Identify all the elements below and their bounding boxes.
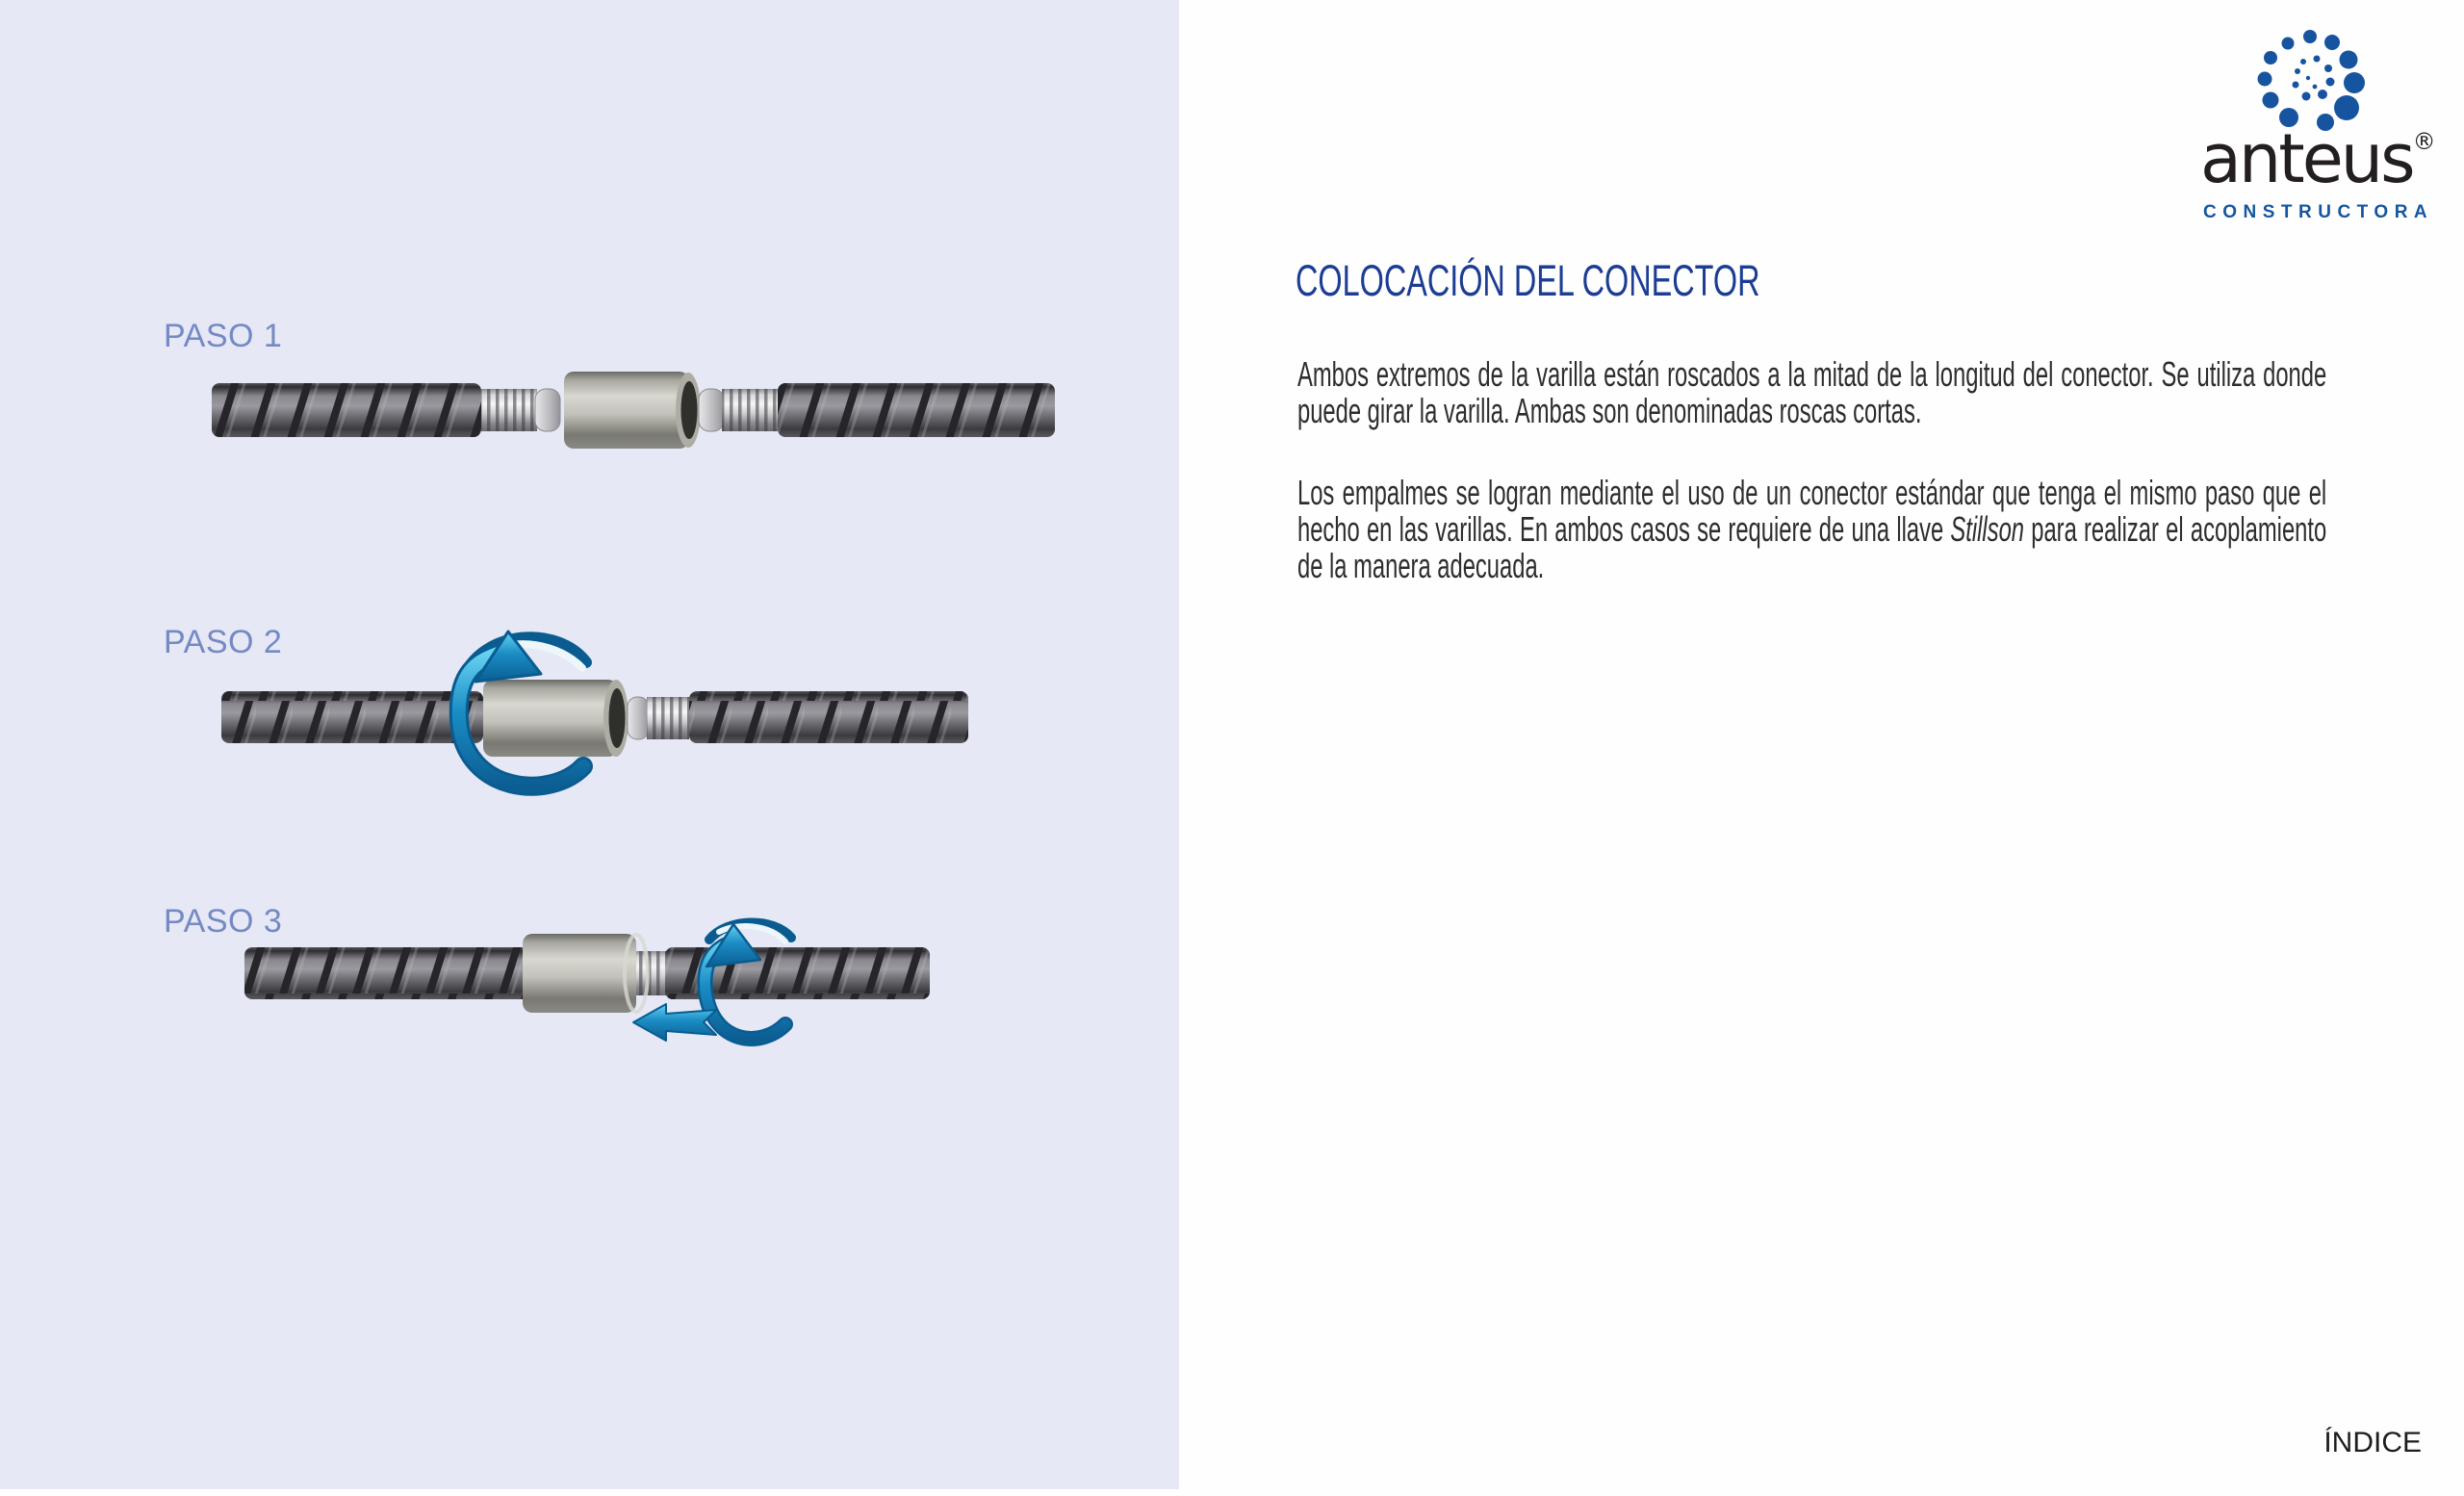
paragraph-2: Los empalmes se logran mediante el uso de un conector estándar que tenga el mismo paso que el hecho en las varillas. En ambos casos se requiere de una llave Stillson para realizar el acoplamiento de la manera adecuada. <box>1297 473 2327 585</box>
logo-wordmark: anteus® <box>2200 119 2436 198</box>
step-2-label: PASO 2 <box>164 624 283 660</box>
rebar-left <box>221 691 483 743</box>
logo-subtitle: CONSTRUCTORA <box>2203 202 2434 222</box>
coupler <box>564 372 701 449</box>
steps-panel <box>0 0 1179 1489</box>
stillson-italic: Stillson <box>1950 509 2025 549</box>
step-3-label: PASO 3 <box>164 903 283 940</box>
anteus-logo <box>2198 19 2445 222</box>
index-link[interactable]: ÍNDICE <box>2323 1427 2422 1458</box>
step-1-illustration <box>210 368 1057 456</box>
step-3-illustration <box>241 916 934 1069</box>
rebar-left <box>244 947 568 999</box>
step-1-label: PASO 1 <box>164 318 283 354</box>
registered-mark: ® <box>2412 128 2436 155</box>
coupler <box>523 934 648 1013</box>
rebar-right <box>699 383 1055 437</box>
rebar-right <box>634 947 930 999</box>
rebar-left <box>212 383 560 437</box>
coupler <box>483 680 629 757</box>
rebar-right <box>628 691 968 743</box>
page-title: COLOCACIÓN DEL CONECTOR <box>1296 256 1760 305</box>
paragraph-1: Ambos extremos de la varilla están roscados a la mitad de la longitud del conector. Se utiliza donde puede girar la varilla. Ambas son denominadas roscas cortas. <box>1297 354 2327 430</box>
step-2-illustration <box>219 624 970 802</box>
logo-dot-spiral-icon <box>2243 23 2393 131</box>
